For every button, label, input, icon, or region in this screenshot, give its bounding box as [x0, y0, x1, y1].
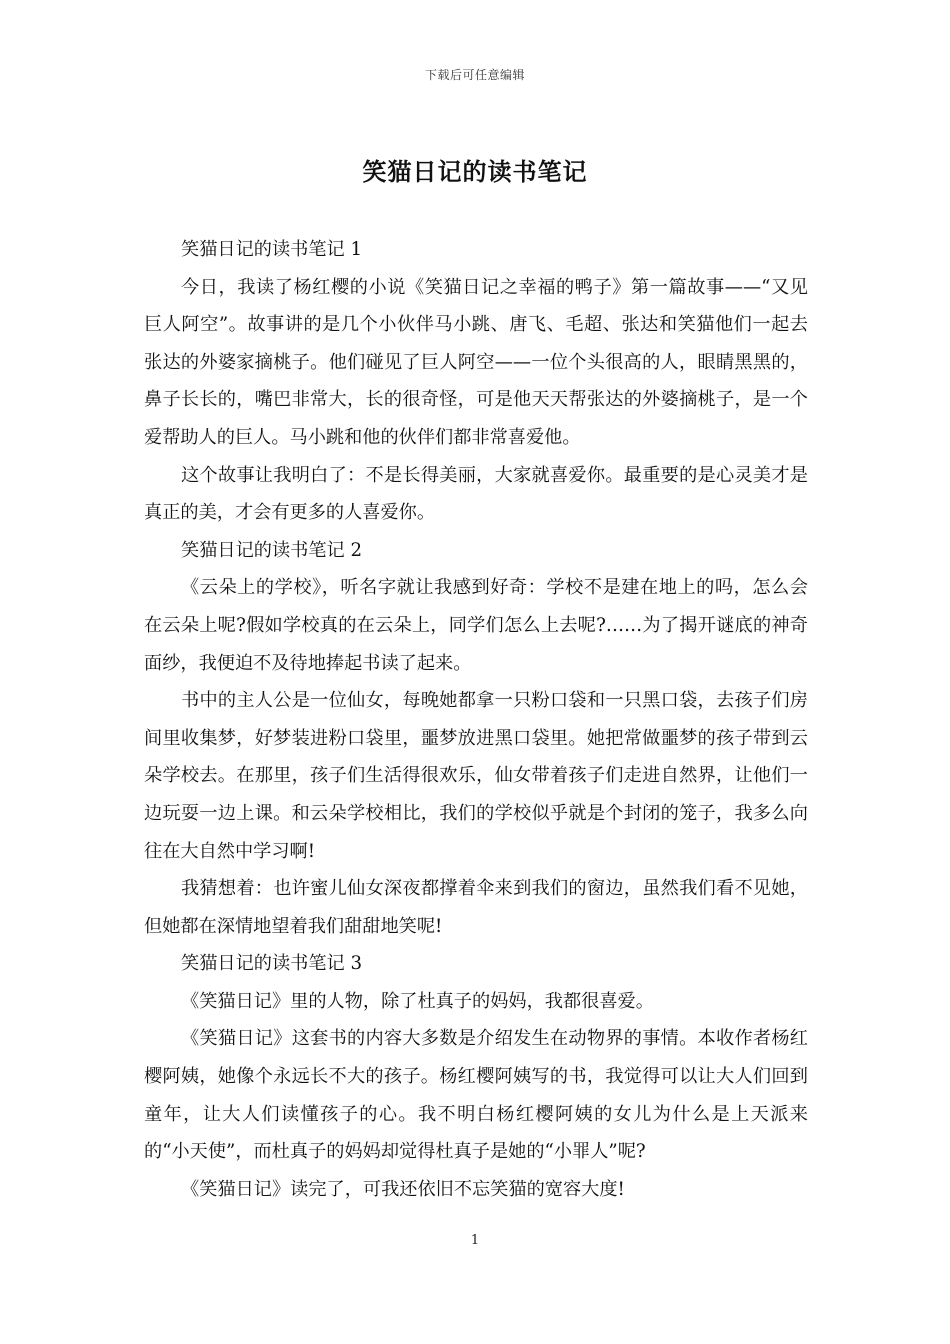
paragraph: 《笑猫日记》这套书的内容大多数是介绍发生在动物界的事情。本收作者杨红樱阿姨，她像个永远长不大的孩子。杨红樱阿姨写的书，我觉得可以让大人们回到童年，让大人们读懂孩子的心。我不明白杨红樱阿姨的女儿为什么是上天派来的“小天使”，而杜真子的妈妈却觉得杜真子是她的“小罪人”呢? [144, 1028, 808, 1163]
paragraph: 书中的主人公是一位仙女，每晚她都拿一只粉口袋和一只黑口袋，去孩子们房间里收集梦，好梦装进粉口袋里，噩梦放进黑口袋里。她把常做噩梦的孩子带到云朵学校去。在那里，孩子们生活得很欢乐，仙女带着孩子们走进自然界，让他们一边玩耍一边上课。和云朵学校相比，我们的学校似乎就是个封闭的笼子，我多么向往在大自然中学习啊! [144, 690, 808, 862]
document-title: 笑猫日记的读书笔记 [362, 157, 588, 186]
section-heading-2: 笑猫日记的读书笔记 2 [181, 539, 363, 561]
page-number: 1 [470, 1233, 480, 1248]
section-heading-1: 笑猫日记的读书笔记 1 [181, 239, 363, 260]
paragraph: 《笑猫日记》里的人物，除了杜真子的妈妈，我都很喜爱。 [181, 990, 654, 1012]
document-body [144, 231, 808, 1208]
header-note: 下载后可任意编辑 [424, 68, 525, 82]
paragraph: 《笑猫日记》读完了，可我还依旧不忘笑猫的宽容大度! [181, 1178, 625, 1200]
paragraph: 《云朵上的学校》，听名字就让我感到好奇：学校不是建在地上的吗，怎么会在云朵上呢?假如学校真的在云朵上，同学们怎么上去呢?……为了揭开谜底的神奇面纱，我便迫不及待地捧起书读了起来。 [144, 577, 808, 674]
paragraph: 我猜想着：也许蜜儿仙女深夜都撑着伞来到我们的窗边，虽然我们看不见她，但她都在深情地望着我们甜甜地笑呢! [144, 878, 808, 937]
paragraph: 这个故事让我明白了：不是长得美丽，大家就喜爱你。最重要的是心灵美才是真正的美，才会有更多的人喜爱你。 [144, 464, 808, 524]
paragraph: 今日，我读了杨红樱的小说《笑猫日记之幸福的鸭子》第一篇故事——“又见巨人阿空”。故事讲的是几个小伙伴马小跳、唐飞、毛超、张达和笑猫他们一起去张达的外婆家摘桃子。他们碰见了巨人阿空——一位个头很高的人，眼睛黑黑的，鼻子长长的，嘴巴非常大，长的很奇怪，可是他天天帮张达的外婆摘桃子，是一个爱帮助人的巨人。马小跳和他的伙伴们都非常喜爱他。 [144, 276, 808, 448]
section-heading-3: 笑猫日记的读书笔记 3 [181, 953, 363, 975]
